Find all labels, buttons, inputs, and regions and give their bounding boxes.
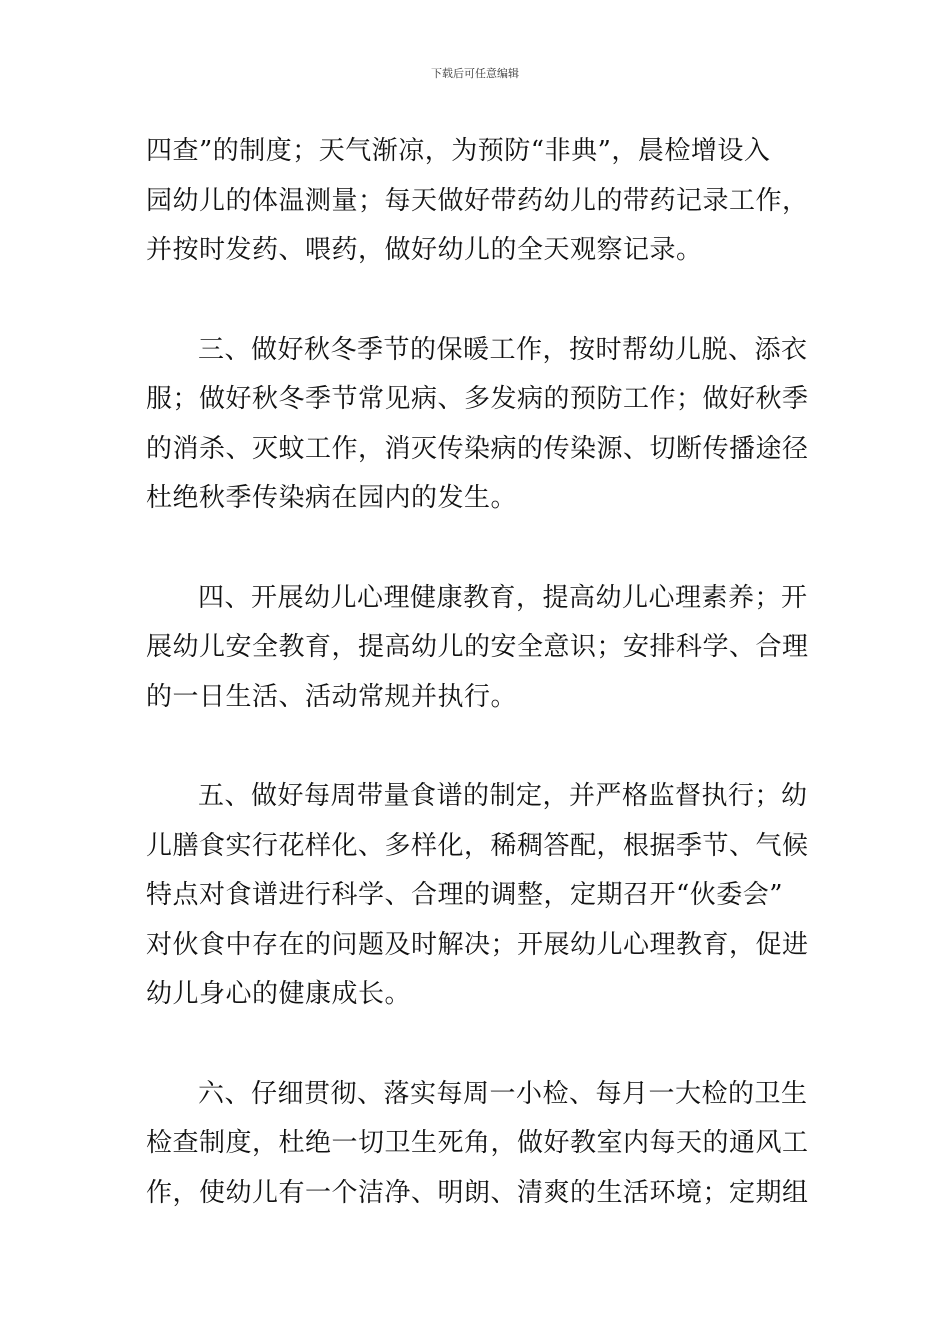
- text-line: 的一日生活、活动常规并执行。: [146, 682, 518, 712]
- text-line: 三、做好秋冬季节的保暖工作，按时帮幼儿脱、添衣: [198, 335, 808, 365]
- text-line: 四、开展幼儿心理健康教育，提高幼儿心理素养；开: [198, 583, 808, 613]
- text-line: 六、仔细贯彻、落实每周一小检、每月一大检的卫生: [198, 1079, 808, 1109]
- text-line: 展幼儿安全教育，提高幼儿的安全意识；安排科学、合理: [146, 632, 809, 662]
- text-line: 四查”的制度；天气渐凉，为预防“非典”，晨检增设入: [146, 136, 771, 166]
- text-line: 服；做好秋冬季节常见病、多发病的预防工作；做好秋季: [146, 384, 809, 414]
- text-line: 的消杀、灭蚊工作，消灭传染病的传染源、切断传播途径: [146, 434, 809, 464]
- text-line: 作，使幼儿有一个洁净、明朗、清爽的生活环境；定期组: [146, 1178, 809, 1208]
- page-header-note: 下载后可任意编辑: [431, 67, 519, 80]
- text-line: 幼儿身心的健康成长。: [146, 979, 412, 1009]
- text-line: 五、做好每周带量食谱的制定，并严格监督执行；幼: [198, 781, 808, 811]
- text-line: 杜绝秋季传染病在园内的发生。: [146, 483, 518, 513]
- text-line: 儿膳食实行花样化、多样化，稀稠答配，根据季节、气候: [146, 831, 809, 861]
- text-line: 检查制度，杜绝一切卫生死角，做好教室内每天的通风工: [146, 1128, 809, 1158]
- text-line: 园幼儿的体温测量；每天做好带药幼儿的带药记录工作，: [146, 186, 809, 216]
- text-line: 对伙食中存在的问题及时解决；开展幼儿心理教育，促进: [146, 930, 809, 960]
- text-line: 特点对食谱进行科学、合理的调整，定期召开“伙委会”: [146, 880, 784, 910]
- text-line: 并按时发药、喂药，做好幼儿的全天观察记录。: [146, 235, 703, 265]
